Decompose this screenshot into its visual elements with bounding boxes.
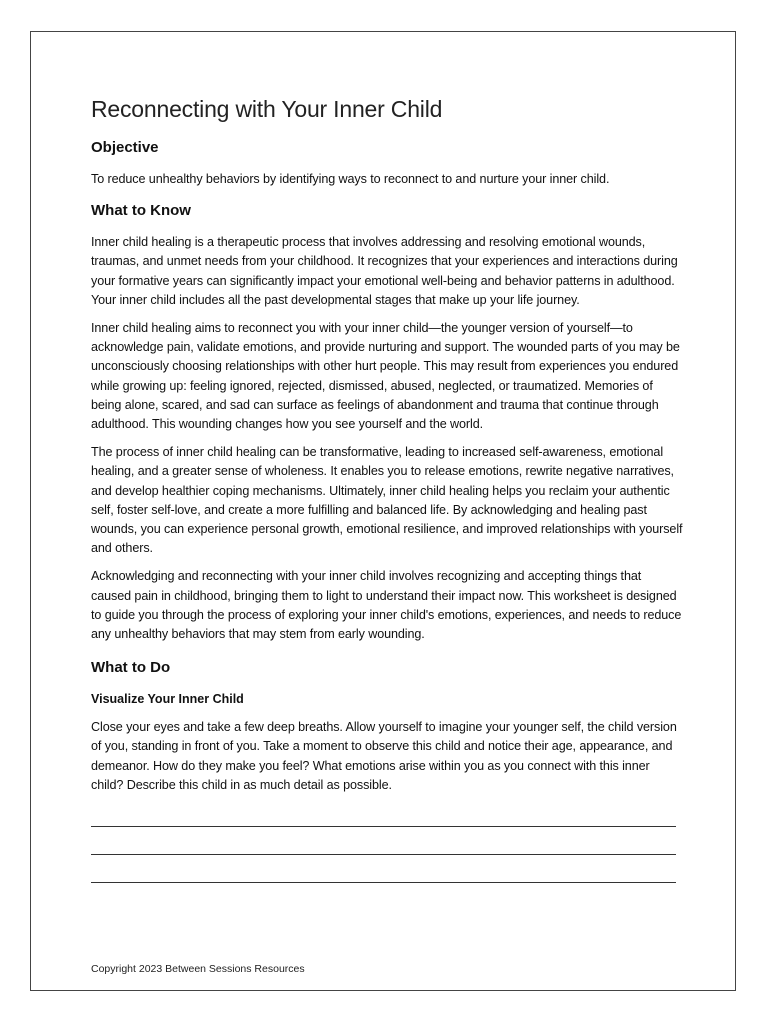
answer-line[interactable] bbox=[91, 855, 676, 883]
worksheet-page bbox=[30, 31, 736, 991]
copyright-footer: Copyright 2023 Between Sessions Resources bbox=[91, 963, 305, 975]
what-to-do-heading: What to Do bbox=[91, 659, 171, 677]
objective-text: To reduce unhealthy behaviors by identifying ways to reconnect to and nurture your inner child. bbox=[91, 172, 610, 186]
objective-heading: Objective bbox=[91, 139, 159, 156]
know-paragraph-3: The process of inner child healing can be transformative, leading to increased self-awareness, emotional healing, and a greater sense of wholeness. It enables you to release emotions, rewrite negative narratives, and develop healthier coping mechanisms. Ultimately, inner child healing helps you reclaim your authentic self, foster self-love, and create a more fulfilling and balanced life. By acknowledging and healing past wounds, you can experience personal growth, emotional resilience, and improved relationships with yourself and others. bbox=[91, 445, 683, 556]
what-to-know-heading: What to Know bbox=[91, 202, 191, 220]
answer-lines bbox=[91, 805, 683, 883]
worksheet-content bbox=[91, 94, 683, 883]
page-title: Reconnecting with Your Inner Child bbox=[91, 96, 443, 122]
answer-line[interactable] bbox=[91, 805, 676, 827]
answer-line[interactable] bbox=[91, 827, 676, 855]
know-paragraph-2: Inner child healing aims to reconnect you with your inner child—the younger version of yourself—to acknowledge pain, validate emotions, and provide nurturing and support. The wounded parts of you may be unconsciously choosing relationships with other hurt people. This may result from experiences you endured while growing up: feeling ignored, rejected, dismissed, abused, neglected, or traumatized. Memories of being alone, scared, and sad can surface as feelings of abandonment and trauma that continue through adulthood. This wounding changes how you see yourself and the world. bbox=[91, 321, 680, 432]
visualize-subheading: Visualize Your Inner Child bbox=[91, 692, 244, 707]
know-paragraph-1: Inner child healing is a therapeutic process that involves addressing and resolving emotional wounds, traumas, and unmet needs from your childhood. It recognizes that your experiences and interactions during your formative years can significantly impact your emotional well-being and behavior patterns in adulthood. Your inner child includes all the past developmental stages that make up your life journey. bbox=[91, 235, 678, 307]
visualize-instructions: Close your eyes and take a few deep breaths. Allow yourself to imagine your younger self, the child version of you, standing in front of you. Take a moment to observe this child and notice their age, appearance, and demeanor. How do they make you feel? What emotions arise within you as you connect with this inner child? Describe this child in as much detail as possible. bbox=[91, 720, 677, 792]
know-paragraph-4: Acknowledging and reconnecting with your inner child involves recognizing and accepting things that caused pain in childhood, bringing them to light to understand their impact now. This worksheet is designed to guide you through the process of exploring your inner child's emotions, experiences, and needs to reduce any unhealthy behaviors that may stem from early wounding. bbox=[91, 569, 682, 642]
